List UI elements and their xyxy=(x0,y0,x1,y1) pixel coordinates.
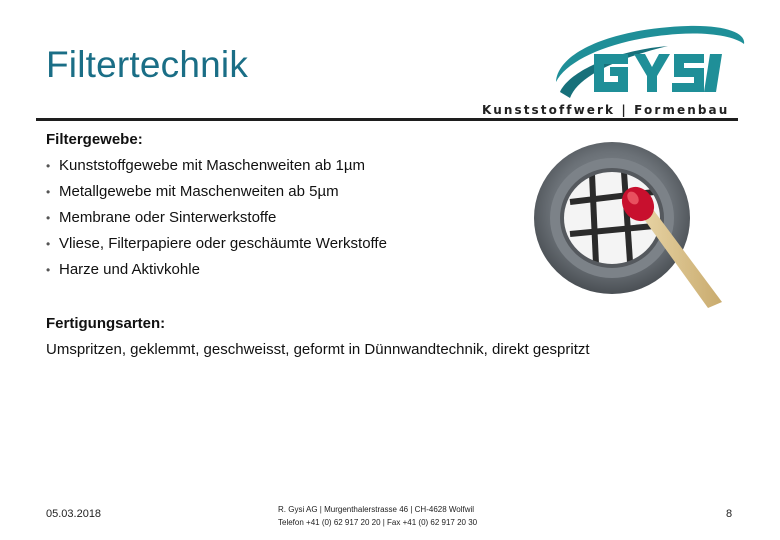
filter-photo xyxy=(532,142,728,312)
list-item xyxy=(46,231,387,257)
list-item-text: Metallgewebe mit Maschenweiten ab 5µm xyxy=(59,183,339,200)
list-item xyxy=(46,205,387,231)
list-item-text: Kunststoffgewebe mit Maschenweiten ab 1µm xyxy=(59,157,366,174)
list-item-text: Vliese, Filterpapiere oder geschäumte Werkstoffe xyxy=(59,235,387,252)
fertigungsarten-section xyxy=(46,311,590,363)
list-item-text: Harze und Aktivkohle xyxy=(59,261,200,278)
page-number: 8 xyxy=(726,508,733,520)
section-heading: Filtergewebe: xyxy=(46,131,143,148)
bullet-icon: • xyxy=(46,237,51,251)
footer-address xyxy=(278,503,477,529)
footer-date: 05.03.2018 xyxy=(46,508,102,520)
bullet-icon: • xyxy=(46,185,51,199)
contact-line: Telefon +41 (0) 62 917 20 20 | Fax +41 (0) 62 917 20 30 xyxy=(278,518,478,527)
section-heading: Fertigungsarten: xyxy=(46,315,166,332)
slide-title: Filtertechnik xyxy=(46,44,249,85)
address-line: R. Gysi AG | Murgenthalerstrasse 46 | CH-4628 Wolfwil xyxy=(278,505,475,514)
title-divider xyxy=(36,118,738,121)
bullet-icon: • xyxy=(46,211,51,225)
logo-subtitle: Kunststoffwerk | Formenbau xyxy=(482,103,730,117)
bullet-icon: • xyxy=(46,263,51,277)
section-text: Umspritzen, geklemmt, geschweisst, geformt in Dünnwandtechnik, direkt gespritzt xyxy=(46,341,590,358)
list-item xyxy=(46,257,387,283)
list-item xyxy=(46,179,387,205)
filtergewebe-section xyxy=(46,127,387,283)
list-item xyxy=(46,153,387,179)
bullet-icon: • xyxy=(46,159,51,173)
list-item-text: Membrane oder Sinterwerkstoffe xyxy=(59,209,277,226)
filtergewebe-list xyxy=(46,153,387,283)
